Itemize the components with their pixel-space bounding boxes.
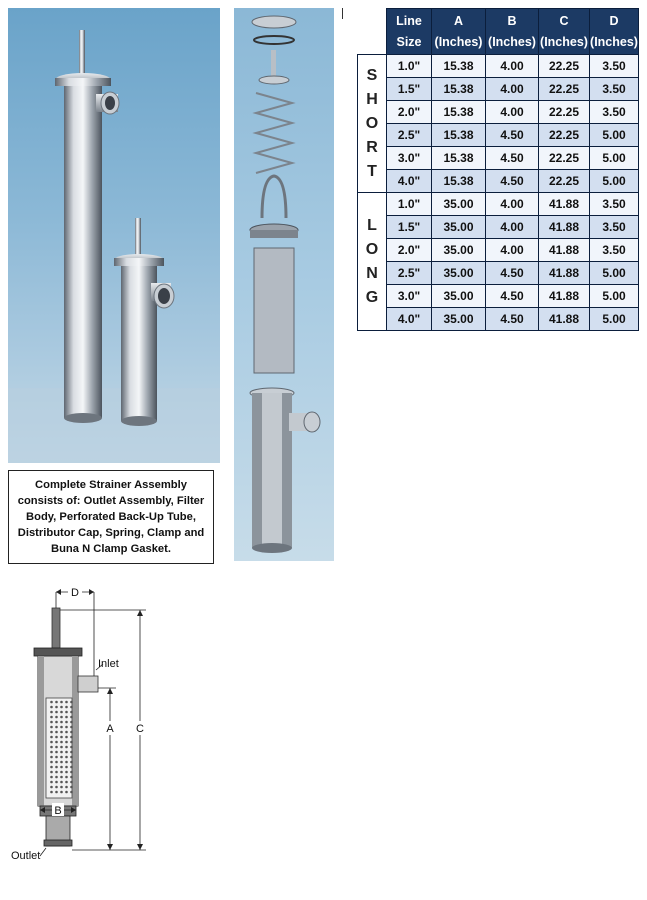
dim-a-arrow-bottom — [107, 844, 113, 850]
caption-line: Body, Perforated Back-Up Tube, — [26, 511, 196, 523]
perforation-hole — [55, 756, 58, 759]
table-cell: 3.50 — [590, 193, 639, 216]
table-cell: 4.50 — [486, 262, 539, 285]
perforation-hole — [60, 781, 63, 784]
perforation-hole — [65, 741, 68, 744]
perforation-hole — [70, 756, 73, 759]
table-cell: 41.88 — [539, 193, 590, 216]
perforation-hole — [60, 786, 63, 789]
table-cell: 1.5" — [387, 78, 432, 101]
table-cell: 2.0" — [387, 101, 432, 124]
perforation-hole — [55, 701, 58, 704]
perforation-hole — [55, 741, 58, 744]
perforation-hole — [70, 766, 73, 769]
perforation-hole — [65, 781, 68, 784]
perforation-hole — [60, 716, 63, 719]
perforation-hole — [55, 761, 58, 764]
group-letter: O — [365, 114, 379, 132]
perforation-hole — [55, 711, 58, 714]
table-cell: 15.38 — [432, 170, 486, 193]
perforation-hole — [50, 771, 53, 774]
table-cell: 1.0" — [387, 55, 432, 78]
perforation-hole — [65, 701, 68, 704]
table-cell: 41.88 — [539, 216, 590, 239]
perforation-hole — [60, 776, 63, 779]
group-letter: S — [366, 66, 378, 84]
inlet-label: Inlet — [98, 658, 119, 670]
group-label — [358, 55, 387, 193]
table-cell: 22.25 — [539, 170, 590, 193]
diagram-outlet-flange — [44, 840, 72, 846]
perforation-hole — [70, 781, 73, 784]
outlet-label: Outlet — [11, 850, 41, 862]
header-line-size: Line Size — [387, 9, 432, 55]
perforation-hole — [55, 781, 58, 784]
table-cell: 3.0" — [387, 285, 432, 308]
perforation-hole — [65, 776, 68, 779]
strainer-product-photo — [8, 8, 220, 463]
dim-c-arrow-top — [137, 610, 143, 616]
perforation-hole — [65, 716, 68, 719]
perforation-hole — [50, 716, 53, 719]
table-cell: 35.00 — [432, 308, 486, 331]
table-cell: 5.00 — [590, 262, 639, 285]
perforation-hole — [55, 736, 58, 739]
table-cell: 22.25 — [539, 124, 590, 147]
exploded-assembly-photo — [234, 8, 334, 561]
perforation-hole — [60, 746, 63, 749]
table-cell: 41.88 — [539, 262, 590, 285]
perforation-hole — [70, 771, 73, 774]
table-cell: 3.50 — [590, 239, 639, 262]
perforation-hole — [50, 756, 53, 759]
perforation-hole — [60, 721, 63, 724]
perforation-hole — [70, 731, 73, 734]
table-cell: 35.00 — [432, 193, 486, 216]
table-cell: 2.0" — [387, 239, 432, 262]
table-cell: 35.00 — [432, 262, 486, 285]
group-label — [358, 193, 387, 331]
group-letter: O — [365, 240, 379, 258]
perforation-hole — [55, 746, 58, 749]
diagram-body-shade-right — [72, 656, 78, 806]
perforation-hole — [60, 711, 63, 714]
perforation-hole — [60, 791, 63, 794]
table-cell: 4.50 — [486, 124, 539, 147]
table-cell: 3.50 — [590, 216, 639, 239]
caption-line: Buna N Clamp Gasket. — [51, 543, 171, 555]
perforation-hole — [70, 751, 73, 754]
table-cell: 5.00 — [590, 308, 639, 331]
outlet-leader — [40, 848, 46, 856]
table-row — [358, 55, 639, 78]
diagram-inlet-pipe — [78, 676, 98, 692]
table-cell: 15.38 — [432, 55, 486, 78]
perforation-hole — [50, 721, 53, 724]
table-row — [358, 216, 639, 239]
perforation-hole — [50, 751, 53, 754]
table-header-row — [358, 9, 639, 55]
table-row — [358, 239, 639, 262]
group-letter: L — [367, 216, 377, 234]
table-cell: 22.25 — [539, 147, 590, 170]
table-cell: 2.5" — [387, 124, 432, 147]
perforation-hole — [70, 786, 73, 789]
table-cell: 22.25 — [539, 55, 590, 78]
group-letter: T — [367, 162, 377, 180]
caption-line: Complete Strainer Assembly — [35, 479, 187, 491]
perforation-hole — [60, 736, 63, 739]
table-cell: 15.38 — [432, 78, 486, 101]
caption-line: consists of: Outlet Assembly, Filter — [17, 495, 205, 507]
table-cell: 4.50 — [486, 147, 539, 170]
perforation-hole — [55, 721, 58, 724]
table-cell: 3.50 — [590, 101, 639, 124]
perforation-hole — [70, 736, 73, 739]
table-cell: 4.0" — [387, 170, 432, 193]
table-cell: 35.00 — [432, 216, 486, 239]
dim-d-arrow-left — [56, 589, 61, 595]
table-cell: 5.00 — [590, 124, 639, 147]
perforation-hole — [70, 721, 73, 724]
table-cell: 5.00 — [590, 285, 639, 308]
exploded-assembly-illustration — [234, 8, 334, 561]
perforation-hole — [50, 706, 53, 709]
perforation-hole — [55, 771, 58, 774]
table-cell: 4.00 — [486, 216, 539, 239]
table-cell: 3.50 — [590, 78, 639, 101]
perforation-hole — [60, 741, 63, 744]
table-cell: 4.00 — [486, 78, 539, 101]
table-cell: 4.00 — [486, 55, 539, 78]
diagram-body-shade-left — [38, 656, 44, 806]
perforation-hole — [70, 761, 73, 764]
group-letter: R — [366, 138, 378, 156]
perforation-hole — [50, 781, 53, 784]
perforation-hole — [65, 731, 68, 734]
dimensions-table — [357, 8, 639, 331]
header-d: D (Inches) — [590, 9, 639, 55]
diagram-perforated-tube — [46, 698, 72, 798]
perforation-hole — [50, 791, 53, 794]
table-cell: 35.00 — [432, 285, 486, 308]
table-cell: 15.38 — [432, 101, 486, 124]
table-row — [358, 262, 639, 285]
table-corner — [358, 9, 387, 55]
table-cell: 4.0" — [387, 308, 432, 331]
header-c: C (Inches) — [539, 9, 590, 55]
perforation-hole — [70, 746, 73, 749]
table-cell: 3.50 — [590, 55, 639, 78]
perforation-hole — [55, 776, 58, 779]
dim-a-arrow-top — [107, 688, 113, 694]
table-cell: 15.38 — [432, 124, 486, 147]
table-cell: 2.5" — [387, 262, 432, 285]
perforation-hole — [50, 766, 53, 769]
table-cell: 5.00 — [590, 170, 639, 193]
table-row — [358, 101, 639, 124]
perforation-hole — [60, 771, 63, 774]
dim-a-label: A — [106, 723, 114, 735]
perforation-hole — [65, 761, 68, 764]
table-cell: 5.00 — [590, 147, 639, 170]
perforation-hole — [50, 786, 53, 789]
perforation-hole — [50, 746, 53, 749]
perforation-hole — [70, 716, 73, 719]
group-letter: N — [366, 264, 378, 282]
perforation-hole — [65, 766, 68, 769]
perforation-hole — [70, 706, 73, 709]
perforation-hole — [65, 711, 68, 714]
perforation-hole — [65, 746, 68, 749]
header-a: A (Inches) — [432, 9, 486, 55]
perforation-hole — [60, 756, 63, 759]
table-cell: 22.25 — [539, 78, 590, 101]
perforation-hole — [65, 751, 68, 754]
perforation-hole — [55, 731, 58, 734]
perforation-hole — [50, 776, 53, 779]
table-cell: 4.50 — [486, 285, 539, 308]
perforation-hole — [70, 711, 73, 714]
perforation-hole — [50, 701, 53, 704]
dimension-diagram — [8, 578, 178, 878]
table-cell: 41.88 — [539, 285, 590, 308]
table-row — [358, 124, 639, 147]
table-cell: 3.0" — [387, 147, 432, 170]
perforation-hole — [50, 731, 53, 734]
table-cell: 4.50 — [486, 308, 539, 331]
table-row — [358, 285, 639, 308]
perforation-hole — [65, 756, 68, 759]
caption-line: Distributor Cap, Spring, Clamp and — [17, 527, 205, 539]
strainer-photo-illustration — [8, 8, 220, 463]
table-body — [358, 55, 639, 331]
perforation-hole — [50, 711, 53, 714]
perforation-hole — [60, 761, 63, 764]
perforation-hole — [65, 791, 68, 794]
perforation-hole — [65, 721, 68, 724]
assembly-caption — [8, 470, 214, 564]
perforation-hole — [55, 786, 58, 789]
perforation-hole — [55, 751, 58, 754]
perforation-hole — [70, 776, 73, 779]
perforation-hole — [60, 731, 63, 734]
header-b: B (Inches) — [486, 9, 539, 55]
table-cell: 35.00 — [432, 239, 486, 262]
table-cell: 22.25 — [539, 101, 590, 124]
perforation-hole — [65, 771, 68, 774]
diagram-rod — [52, 608, 60, 648]
table-cell: 4.00 — [486, 193, 539, 216]
perforation-hole — [60, 751, 63, 754]
table-cell: 4.50 — [486, 170, 539, 193]
table-cell: 1.0" — [387, 193, 432, 216]
diagram-top-flange — [34, 648, 82, 656]
perforation-hole — [55, 791, 58, 794]
perforation-hole — [55, 766, 58, 769]
perforation-hole — [70, 701, 73, 704]
perforation-hole — [50, 741, 53, 744]
perforation-hole — [65, 786, 68, 789]
perforation-hole — [60, 726, 63, 729]
dim-d-arrow-right — [89, 589, 94, 595]
perforation-hole — [55, 716, 58, 719]
table-cell: 15.38 — [432, 147, 486, 170]
table-row — [358, 193, 639, 216]
table-row — [358, 170, 639, 193]
group-letter: G — [365, 288, 379, 306]
perforation-hole — [70, 726, 73, 729]
perforation-hole — [60, 706, 63, 709]
table-row — [358, 308, 639, 331]
table-cell: 1.5" — [387, 216, 432, 239]
perforation-hole — [65, 736, 68, 739]
perforation-hole — [50, 761, 53, 764]
perforation-hole — [60, 701, 63, 704]
perforation-hole — [65, 726, 68, 729]
perforation-hole — [50, 736, 53, 739]
table-row — [358, 78, 639, 101]
perforation-hole — [55, 706, 58, 709]
table-cell: 41.88 — [539, 308, 590, 331]
perforation-hole — [60, 766, 63, 769]
perforation-hole — [55, 726, 58, 729]
perforation-hole — [70, 791, 73, 794]
table-cell: 4.00 — [486, 239, 539, 262]
dim-c-label: C — [136, 723, 144, 735]
perforation-hole — [65, 706, 68, 709]
table-cell: 4.00 — [486, 101, 539, 124]
dim-c-arrow-bottom — [137, 844, 143, 850]
table-row — [358, 147, 639, 170]
perforation-hole — [50, 726, 53, 729]
dim-d-label: D — [71, 587, 79, 599]
divider-mark — [342, 8, 343, 19]
group-letter: H — [366, 90, 378, 108]
perforation-hole — [70, 741, 73, 744]
table-cell: 41.88 — [539, 239, 590, 262]
dim-b-label: B — [54, 805, 62, 817]
